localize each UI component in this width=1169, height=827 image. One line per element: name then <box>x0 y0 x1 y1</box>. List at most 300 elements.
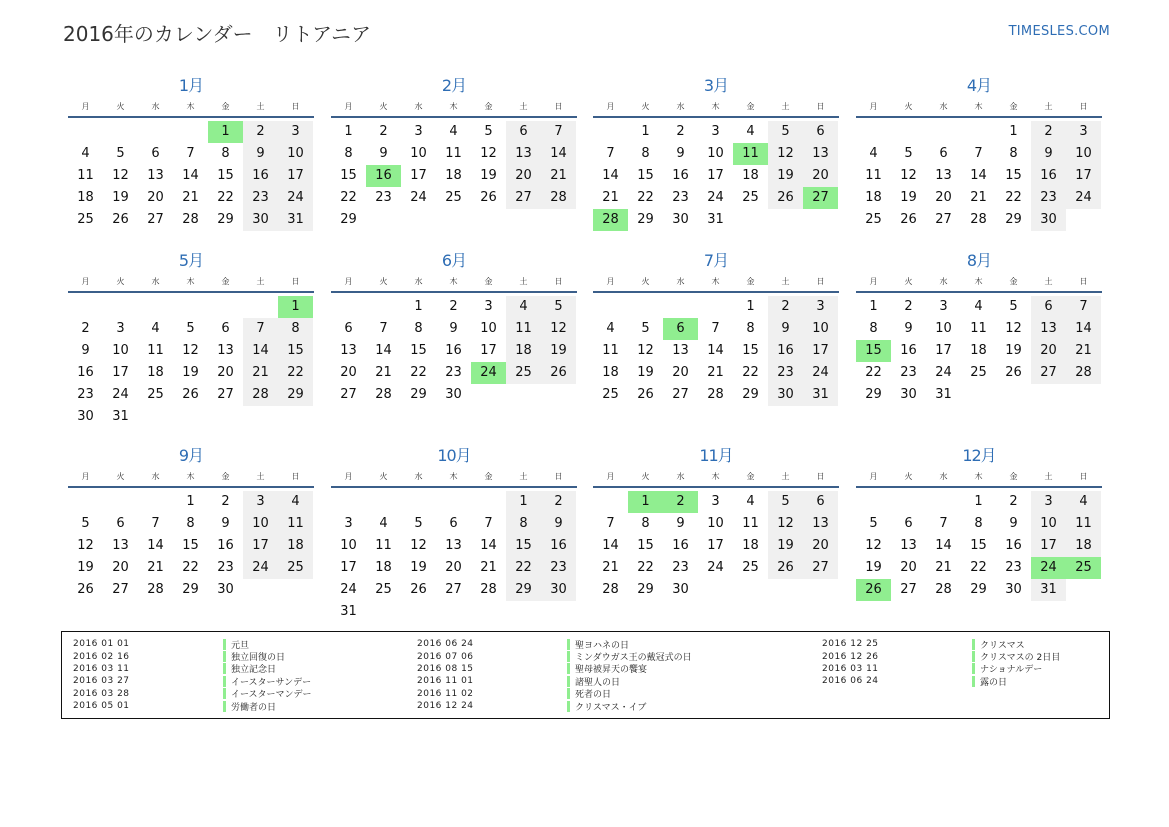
day-cell: 7 <box>541 121 576 143</box>
empty-cell <box>331 296 366 318</box>
day-cell: 4 <box>869 146 878 161</box>
holiday-marker <box>567 688 570 699</box>
day-cell: 29 <box>637 582 654 597</box>
day-cell: 17 <box>707 168 724 183</box>
day-cell: 6 <box>663 318 698 340</box>
day-cell: 11 <box>445 146 462 161</box>
day-cell: 23 <box>1005 560 1022 575</box>
day-cell: 20 <box>112 560 129 575</box>
holiday-marker <box>567 701 570 712</box>
day-cell: 27 <box>803 187 838 209</box>
day-cell: 15 <box>970 538 987 553</box>
empty-cell <box>593 121 628 143</box>
day-cell: 28 <box>243 384 278 406</box>
day-cell: 11 <box>77 168 94 183</box>
day-cell: 9 <box>904 321 913 336</box>
day-cell: 14 <box>602 538 619 553</box>
day-cell: 1 <box>869 299 878 314</box>
empty-cell <box>471 491 506 513</box>
holiday-marker <box>972 663 975 674</box>
day-cell: 9 <box>1031 143 1066 165</box>
day-cell: 26 <box>410 582 427 597</box>
holiday-date: 2016 06 24 <box>822 676 879 687</box>
day-cell: 19 <box>768 165 803 187</box>
weekday-label: 火 <box>904 102 913 111</box>
day-cell: 28 <box>480 582 497 597</box>
weekday-label: 月 <box>869 277 878 286</box>
month-name: 12月 <box>962 446 996 465</box>
day-cell: 5 <box>869 516 878 531</box>
day-cell: 9 <box>1009 516 1018 531</box>
day-cell: 4 <box>746 124 755 139</box>
weekday-header <box>331 273 577 293</box>
day-cell: 28 <box>935 582 952 597</box>
weekday-label: 金 <box>221 102 230 111</box>
day-cell: 6 <box>803 121 838 143</box>
day-cell: 19 <box>865 560 882 575</box>
day-cell: 4 <box>379 516 388 531</box>
holiday-name: 元旦 <box>231 640 250 651</box>
weekday-label: 金 <box>1009 277 1018 286</box>
weekday-header <box>593 98 839 118</box>
day-cell: 2 <box>663 491 698 513</box>
day-cell: 17 <box>278 165 313 187</box>
holiday-list-column <box>73 638 312 712</box>
day-cell: 21 <box>480 560 497 575</box>
holiday-date: 2016 01 01 <box>73 639 130 650</box>
day-grid <box>331 491 577 623</box>
empty-cell <box>103 121 138 143</box>
empty-cell <box>593 491 628 513</box>
weekday-label: 土 <box>1044 277 1053 286</box>
day-cell: 6 <box>116 516 125 531</box>
holiday-name: 諸聖人の日 <box>575 677 621 688</box>
weekday-label: 火 <box>641 472 650 481</box>
day-grid <box>593 121 839 231</box>
day-grid <box>856 491 1102 601</box>
weekday-label: 月 <box>606 472 615 481</box>
day-cell: 13 <box>217 343 234 358</box>
day-cell: 20 <box>672 365 689 380</box>
day-cell: 6 <box>803 491 838 513</box>
holiday-legend <box>61 631 1110 719</box>
empty-cell <box>961 121 996 143</box>
day-cell: 3 <box>243 491 278 513</box>
day-cell: 1 <box>414 299 423 314</box>
holiday-date: 2016 06 24 <box>417 639 474 650</box>
day-cell: 14 <box>1066 318 1101 340</box>
month-block <box>856 444 1102 601</box>
day-cell: 20 <box>803 165 838 187</box>
holiday-name: 労働者の日 <box>231 702 277 713</box>
day-cell: 2 <box>904 299 913 314</box>
day-cell: 22 <box>865 365 882 380</box>
weekday-label: 土 <box>256 102 265 111</box>
weekday-label: 土 <box>519 472 528 481</box>
day-cell: 28 <box>707 387 724 402</box>
day-cell: 26 <box>112 212 129 227</box>
day-cell: 3 <box>116 321 125 336</box>
day-cell: 5 <box>81 516 90 531</box>
day-cell: 3 <box>939 299 948 314</box>
day-cell: 27 <box>445 582 462 597</box>
day-cell: 1 <box>746 299 755 314</box>
weekday-label: 月 <box>344 102 353 111</box>
holiday-entry <box>822 663 1060 675</box>
day-cell: 2 <box>768 296 803 318</box>
day-cell: 7 <box>379 321 388 336</box>
day-grid <box>331 121 577 231</box>
day-cell: 15 <box>637 538 654 553</box>
weekday-label: 木 <box>974 277 983 286</box>
day-cell: 25 <box>865 212 882 227</box>
weekday-label: 木 <box>711 472 720 481</box>
weekday-label: 金 <box>746 102 755 111</box>
weekday-header <box>68 98 314 118</box>
holiday-entry <box>417 650 692 662</box>
day-cell: 15 <box>340 168 357 183</box>
weekday-label: 火 <box>116 472 125 481</box>
day-cell: 8 <box>974 516 983 531</box>
day-cell: 29 <box>865 387 882 402</box>
day-cell: 23 <box>217 560 234 575</box>
holiday-marker <box>567 639 570 650</box>
weekday-header <box>856 98 1102 118</box>
day-cell: 24 <box>935 365 952 380</box>
day-cell: 24 <box>471 362 506 384</box>
day-cell: 4 <box>278 491 313 513</box>
holiday-name: ミンダウガス王の戴冠式の日 <box>575 653 692 664</box>
day-cell: 18 <box>147 365 164 380</box>
day-cell: 8 <box>186 516 195 531</box>
day-cell: 13 <box>900 538 917 553</box>
day-cell: 2 <box>243 121 278 143</box>
day-cell: 12 <box>637 343 654 358</box>
holiday-entry <box>73 650 312 662</box>
day-cell: 6 <box>904 516 913 531</box>
day-cell: 27 <box>506 187 541 209</box>
day-cell: 5 <box>768 121 803 143</box>
day-cell: 6 <box>1031 296 1066 318</box>
day-cell: 30 <box>672 582 689 597</box>
empty-cell <box>366 296 401 318</box>
weekday-label: 火 <box>116 277 125 286</box>
day-cell: 8 <box>278 318 313 340</box>
day-cell: 25 <box>742 190 759 205</box>
holiday-date: 2016 03 11 <box>822 663 879 674</box>
month-block <box>331 249 577 406</box>
day-cell: 5 <box>484 124 493 139</box>
day-cell: 12 <box>1005 321 1022 336</box>
day-cell: 22 <box>637 190 654 205</box>
weekday-label: 金 <box>746 277 755 286</box>
day-cell: 22 <box>637 560 654 575</box>
holiday-date: 2016 12 24 <box>417 701 474 712</box>
day-cell: 8 <box>221 146 230 161</box>
day-cell: 18 <box>1066 535 1101 557</box>
day-cell: 16 <box>541 535 576 557</box>
day-cell: 16 <box>243 165 278 187</box>
weekday-label: 日 <box>291 472 300 481</box>
weekday-label: 日 <box>816 472 825 481</box>
day-cell: 3 <box>414 124 423 139</box>
day-cell: 28 <box>182 212 199 227</box>
day-cell: 23 <box>77 387 94 402</box>
weekday-header <box>593 468 839 488</box>
day-cell: 9 <box>676 516 685 531</box>
day-cell: 30 <box>672 212 689 227</box>
day-cell: 21 <box>707 365 724 380</box>
day-cell: 4 <box>606 321 615 336</box>
day-cell: 21 <box>935 560 952 575</box>
day-cell: 24 <box>410 190 427 205</box>
day-cell: 19 <box>182 365 199 380</box>
weekday-label: 金 <box>221 277 230 286</box>
day-cell: 2 <box>676 124 685 139</box>
empty-cell <box>331 491 366 513</box>
day-cell: 30 <box>77 409 94 424</box>
day-cell: 5 <box>186 321 195 336</box>
day-cell: 18 <box>445 168 462 183</box>
day-cell: 22 <box>217 190 234 205</box>
day-cell: 19 <box>77 560 94 575</box>
day-cell: 5 <box>541 296 576 318</box>
weekday-header <box>331 98 577 118</box>
day-cell: 14 <box>970 168 987 183</box>
day-cell: 22 <box>182 560 199 575</box>
day-cell: 16 <box>1031 165 1066 187</box>
day-cell: 28 <box>147 582 164 597</box>
day-cell: 1 <box>1009 124 1018 139</box>
day-cell: 10 <box>480 321 497 336</box>
day-cell: 13 <box>506 143 541 165</box>
month-block <box>856 249 1102 406</box>
day-cell: 29 <box>742 387 759 402</box>
weekday-label: 月 <box>81 277 90 286</box>
day-cell: 11 <box>506 318 541 340</box>
day-cell: 2 <box>541 491 576 513</box>
weekday-label: 土 <box>1044 472 1053 481</box>
weekday-label: 土 <box>519 102 528 111</box>
holiday-marker <box>567 651 570 662</box>
month-name: 7月 <box>703 251 729 270</box>
day-cell: 8 <box>506 513 541 535</box>
day-cell: 1 <box>641 124 650 139</box>
day-cell: 2 <box>221 494 230 509</box>
empty-cell <box>891 491 926 513</box>
day-cell: 13 <box>340 343 357 358</box>
day-cell: 28 <box>1066 362 1101 384</box>
day-cell: 11 <box>733 143 768 165</box>
day-grid <box>593 491 839 601</box>
empty-cell <box>856 491 891 513</box>
day-cell: 25 <box>742 560 759 575</box>
weekday-label: 水 <box>414 102 423 111</box>
holiday-name: イースターマンデー <box>231 690 312 701</box>
weekday-label: 日 <box>1079 277 1088 286</box>
day-cell: 21 <box>1066 340 1101 362</box>
empty-cell <box>103 491 138 513</box>
day-cell: 20 <box>445 560 462 575</box>
day-cell: 21 <box>602 560 619 575</box>
day-cell: 23 <box>900 365 917 380</box>
day-cell: 24 <box>243 557 278 579</box>
day-cell: 4 <box>506 296 541 318</box>
day-cell: 11 <box>970 321 987 336</box>
day-cell: 14 <box>375 343 392 358</box>
day-cell: 5 <box>904 146 913 161</box>
weekday-label: 木 <box>186 102 195 111</box>
day-cell: 20 <box>217 365 234 380</box>
day-cell: 24 <box>1066 187 1101 209</box>
day-cell: 16 <box>672 538 689 553</box>
holiday-date: 2016 12 26 <box>822 651 879 662</box>
weekday-label: 水 <box>151 277 160 286</box>
month-block <box>331 444 577 623</box>
day-grid <box>68 121 314 231</box>
month-name: 6月 <box>441 251 467 270</box>
day-cell: 27 <box>147 212 164 227</box>
weekday-label: 日 <box>1079 102 1088 111</box>
day-cell: 27 <box>1031 362 1066 384</box>
day-cell: 15 <box>410 343 427 358</box>
holiday-date: 2016 11 02 <box>417 688 474 699</box>
day-cell: 8 <box>746 321 755 336</box>
day-cell: 23 <box>1031 187 1066 209</box>
day-cell: 11 <box>278 513 313 535</box>
day-cell: 11 <box>865 168 882 183</box>
weekday-label: 月 <box>344 472 353 481</box>
weekday-label: 土 <box>781 277 790 286</box>
day-cell: 3 <box>711 494 720 509</box>
day-cell: 2 <box>1009 494 1018 509</box>
holiday-entry <box>417 688 692 700</box>
day-cell: 31 <box>707 212 724 227</box>
weekday-label: 月 <box>81 102 90 111</box>
day-cell: 26 <box>1005 365 1022 380</box>
weekday-label: 木 <box>974 472 983 481</box>
day-cell: 25 <box>375 582 392 597</box>
weekday-label: 火 <box>641 102 650 111</box>
day-cell: 13 <box>147 168 164 183</box>
day-cell: 31 <box>935 387 952 402</box>
day-cell: 25 <box>1066 557 1101 579</box>
empty-cell <box>436 491 471 513</box>
day-cell: 14 <box>480 538 497 553</box>
day-cell: 24 <box>707 560 724 575</box>
weekday-label: 金 <box>221 472 230 481</box>
day-cell: 16 <box>445 343 462 358</box>
day-cell: 3 <box>484 299 493 314</box>
weekday-label: 日 <box>554 472 563 481</box>
day-cell: 27 <box>935 212 952 227</box>
empty-cell <box>138 491 173 513</box>
day-cell: 4 <box>974 299 983 314</box>
day-cell: 1 <box>628 491 663 513</box>
month-name: 5月 <box>178 251 204 270</box>
day-cell: 3 <box>711 124 720 139</box>
weekday-header <box>68 468 314 488</box>
day-cell: 8 <box>344 146 353 161</box>
day-cell: 29 <box>1005 212 1022 227</box>
holiday-entry <box>73 700 312 712</box>
day-cell: 19 <box>900 190 917 205</box>
day-cell: 19 <box>541 340 576 362</box>
weekday-label: 火 <box>904 277 913 286</box>
weekday-label: 金 <box>484 472 493 481</box>
day-cell: 21 <box>375 365 392 380</box>
day-cell: 23 <box>672 560 689 575</box>
day-cell: 13 <box>1031 318 1066 340</box>
empty-cell <box>401 491 436 513</box>
holiday-entry <box>822 650 1060 662</box>
day-cell: 17 <box>340 560 357 575</box>
day-cell: 30 <box>541 579 576 601</box>
weekday-header <box>856 273 1102 293</box>
day-cell: 30 <box>768 384 803 406</box>
empty-cell <box>173 296 208 318</box>
weekday-label: 火 <box>116 102 125 111</box>
day-cell: 16 <box>77 365 94 380</box>
month-block <box>856 74 1102 231</box>
weekday-label: 金 <box>1009 472 1018 481</box>
day-cell: 22 <box>340 190 357 205</box>
day-cell: 6 <box>344 321 353 336</box>
day-cell: 31 <box>278 209 313 231</box>
holiday-marker <box>972 676 975 687</box>
day-cell: 13 <box>935 168 952 183</box>
day-grid <box>593 296 839 406</box>
weekday-label: 月 <box>869 472 878 481</box>
day-cell: 16 <box>672 168 689 183</box>
day-cell: 6 <box>449 516 458 531</box>
empty-cell <box>68 121 103 143</box>
day-cell: 14 <box>541 143 576 165</box>
day-cell: 22 <box>278 362 313 384</box>
empty-cell <box>366 491 401 513</box>
day-cell: 2 <box>1031 121 1066 143</box>
day-cell: 18 <box>278 535 313 557</box>
empty-cell <box>891 121 926 143</box>
month-name: 10月 <box>437 446 471 465</box>
day-cell: 19 <box>410 560 427 575</box>
day-cell: 15 <box>506 535 541 557</box>
day-cell: 19 <box>112 190 129 205</box>
weekday-header <box>856 468 1102 488</box>
weekday-label: 土 <box>781 102 790 111</box>
day-cell: 4 <box>746 494 755 509</box>
day-cell: 12 <box>112 168 129 183</box>
day-cell: 5 <box>116 146 125 161</box>
weekday-label: 土 <box>256 472 265 481</box>
holiday-list-column <box>822 638 1060 688</box>
weekday-label: 水 <box>414 472 423 481</box>
day-cell: 30 <box>217 582 234 597</box>
empty-cell <box>593 296 628 318</box>
holiday-marker <box>223 688 226 699</box>
day-cell: 20 <box>147 190 164 205</box>
weekday-label: 日 <box>291 277 300 286</box>
weekday-label: 木 <box>711 102 720 111</box>
holiday-entry <box>73 675 312 687</box>
day-cell: 26 <box>77 582 94 597</box>
holiday-entry <box>822 638 1060 650</box>
day-cell: 12 <box>77 538 94 553</box>
day-cell: 23 <box>541 557 576 579</box>
holiday-marker <box>567 676 570 687</box>
day-cell: 28 <box>970 212 987 227</box>
day-cell: 26 <box>480 190 497 205</box>
